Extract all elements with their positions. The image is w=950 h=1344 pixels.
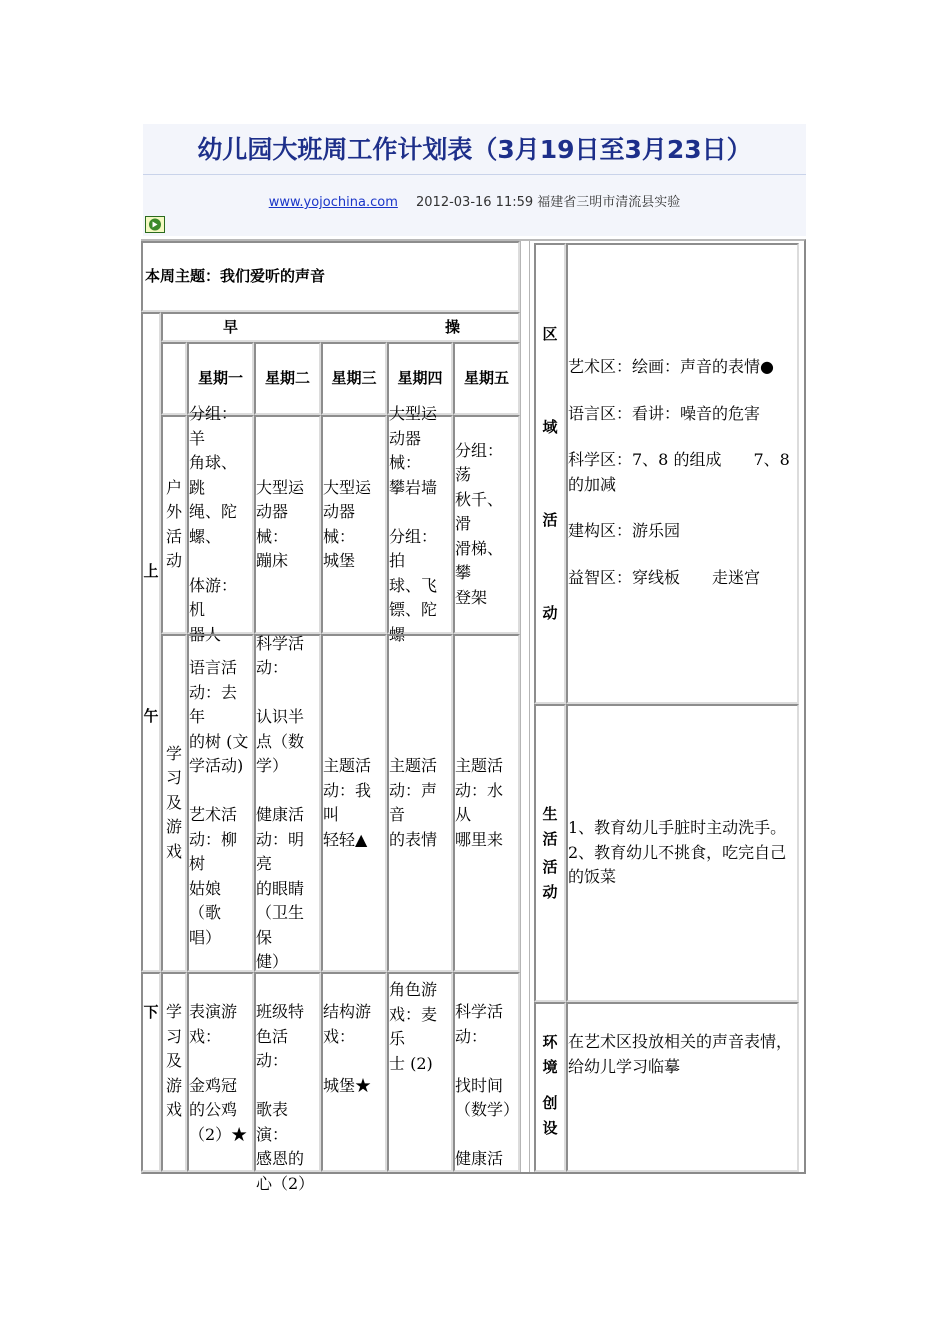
am-label-1: 上: [143, 562, 159, 580]
area-label-4: 动: [542, 603, 558, 622]
line: 轻轻▲: [323, 829, 368, 849]
line: 动器械：: [323, 502, 356, 546]
line: 主题活: [323, 756, 372, 775]
arrow-right-icon[interactable]: [145, 216, 165, 233]
life-item: 1、教育幼儿手脏时主动洗手。: [568, 818, 787, 838]
publish-info: 2012-03-16 11:59 福建省三明市清流县实验: [416, 195, 681, 210]
line: 动：: [256, 658, 289, 677]
pm-learning-label-3: 及: [165, 1051, 182, 1070]
am-learning-label-4: 游: [165, 817, 182, 837]
line: 学活动): [189, 756, 244, 775]
title-divider: [143, 174, 806, 175]
am-learning-tue: [254, 634, 321, 972]
line: 科学活: [256, 633, 305, 653]
pm-learning-fri: [453, 972, 520, 1172]
line: 动器械：: [389, 428, 422, 472]
am-label-2: 午: [143, 706, 159, 725]
weekday-fri: 星期五: [453, 342, 520, 415]
outdoor-label-1: 户: [165, 477, 182, 497]
line: 健康活: [256, 805, 305, 824]
area-activity-label: [534, 243, 566, 704]
outdoor-mon: [187, 404, 254, 644]
source-link[interactable]: www.yojochina.com: [268, 195, 398, 210]
line: 心（2）: [256, 1173, 315, 1193]
environment-label: [534, 1002, 566, 1172]
weekday-mon: 星期一: [187, 342, 254, 415]
outdoor-wed: [321, 415, 387, 634]
line: 表演游: [189, 1002, 238, 1021]
line: 大型运: [256, 477, 305, 497]
line: 滑梯、攀: [455, 538, 504, 583]
line: 镖、陀螺: [389, 600, 438, 644]
line: 的公鸡: [189, 1100, 238, 1119]
area-item: 建构区：游乐园: [568, 521, 681, 540]
line: 大型运: [323, 477, 372, 497]
pm-learning-mon: [187, 972, 254, 1172]
am-learning-label: [161, 634, 187, 972]
line: 攀岩墙: [389, 477, 438, 497]
line: 找时间: [455, 1075, 504, 1095]
outdoor-tue: [254, 415, 321, 634]
line: 唱）: [189, 927, 222, 947]
line: 戏：麦乐: [389, 1004, 438, 1048]
line: 科学活: [455, 1002, 504, 1021]
line: 城堡★: [323, 1075, 372, 1095]
am-learning-label-5: 戏: [165, 841, 182, 861]
line: 蹦床: [256, 551, 289, 570]
pm-learning-tue: [254, 972, 321, 1193]
line: 动：柳树: [189, 829, 238, 873]
line: 点（数: [256, 731, 305, 751]
line: 的表情: [389, 829, 438, 849]
line: （卫生保: [256, 903, 305, 947]
line: 士 (2): [389, 1053, 433, 1073]
life-label-1: 生: [542, 805, 558, 823]
line: 的眼睛: [256, 878, 305, 898]
line: 动：我叫: [323, 780, 372, 824]
line: 螺、: [189, 526, 222, 546]
area-label-1: 区: [542, 324, 558, 343]
pm-learning-label: [161, 972, 187, 1172]
area-item: 科学区：7、8 的组成 7、8 的加减: [568, 450, 790, 494]
line: 戏：: [189, 1026, 222, 1046]
line: 城堡: [323, 551, 356, 570]
line: 动：去年: [189, 682, 238, 726]
life-label-4: 动: [542, 882, 558, 901]
line: 歌表演：: [256, 1100, 289, 1144]
outdoor-label-4: 动: [165, 551, 182, 570]
line: 哪里来: [455, 829, 504, 849]
pm-label: [141, 972, 161, 1172]
outdoor-label-2: 外: [165, 502, 182, 521]
line: 语言活: [189, 658, 238, 677]
area-activity-content: [566, 243, 799, 704]
line: 登架: [455, 587, 488, 607]
morning-exercise-2: 操: [445, 317, 461, 336]
line: 姑娘（歌: [189, 878, 222, 922]
weekday-thu: 星期四: [387, 342, 453, 415]
life-activity-label: [534, 704, 566, 1002]
env-label-2: 境: [542, 1057, 558, 1076]
line: 学）: [256, 756, 289, 775]
column-divider: [520, 241, 530, 1172]
line: 大型运: [389, 404, 438, 423]
pm-learning-label-4: 游: [165, 1075, 182, 1095]
env-label-3: 创: [542, 1094, 558, 1112]
env-label-4: 设: [542, 1118, 558, 1137]
line: 认识半: [256, 707, 305, 726]
pm-learning-label-5: 戏: [165, 1100, 182, 1119]
line: 班级特: [256, 1002, 305, 1021]
area-label-3: 活: [542, 510, 558, 529]
line: 角色游: [389, 980, 438, 999]
line: 绳、陀: [189, 502, 238, 521]
line: 动器械：: [256, 502, 289, 546]
line: 分组：荡: [455, 440, 504, 485]
pm-learning-label-2: 习: [165, 1026, 182, 1046]
morning-exercise-header: [161, 312, 520, 342]
line: 色活动：: [256, 1026, 289, 1070]
line: 秋千、滑: [455, 489, 504, 534]
weekday-corner-cell: [161, 342, 187, 415]
pm-label-1: 下: [143, 1003, 159, 1021]
line: 健康活: [455, 1149, 504, 1168]
line: 健）: [256, 952, 289, 971]
area-item: 语言区：看讲：噪音的危害: [568, 403, 761, 423]
life-activity-content: [566, 704, 799, 1002]
area-label-2: 域: [542, 417, 558, 436]
am-learning-wed: [321, 634, 387, 972]
line: 球、飞: [389, 575, 438, 595]
outdoor-thu: [387, 404, 453, 644]
life-label-2: 活: [542, 829, 558, 848]
area-item: 艺术区：绘画：声音的表情●: [568, 357, 774, 376]
line: 动：声音: [389, 780, 438, 824]
life-item: 2、教育幼儿不挑食，吃完自己的饭菜: [568, 842, 787, 887]
line: 分组：拍: [389, 526, 438, 570]
article-meta: [143, 191, 806, 210]
line: 金鸡冠: [189, 1075, 238, 1095]
line: 艺术活: [189, 805, 238, 824]
pm-learning-label-1: 学: [165, 1002, 182, 1021]
outdoor-label-3: 活: [165, 526, 182, 546]
line: 主题活: [455, 756, 504, 775]
am-learning-label-1: 学: [165, 743, 182, 763]
outdoor-fri: [453, 415, 520, 634]
env-label-1: 环: [542, 1033, 558, 1051]
line: 体游：机: [189, 575, 238, 619]
line: 动：明亮: [256, 829, 305, 873]
line: 动：: [455, 1026, 488, 1046]
line: 器人: [189, 624, 222, 644]
am-label: [141, 312, 161, 972]
line: （2）★: [189, 1124, 248, 1144]
pm-learning-wed: [321, 972, 387, 1172]
env-text: 在艺术区投放相关的声音表情，给幼儿学习临摹: [568, 1032, 793, 1076]
line: （数学）: [455, 1100, 520, 1119]
line: 动：水从: [455, 780, 504, 824]
line: 分组：羊: [189, 404, 238, 448]
am-learning-thu: [387, 634, 453, 972]
environment-content: [566, 1002, 799, 1172]
page-title: 幼儿园大班周工作计划表（3月19日至3月23日）: [197, 135, 752, 164]
weekday-tue: 星期二: [254, 342, 321, 415]
life-label-3: 活: [542, 858, 558, 876]
pm-learning-thu: [387, 972, 453, 1172]
line: 主题活: [389, 756, 438, 775]
am-learning-fri: [453, 634, 520, 972]
line: 角球、跳: [189, 453, 238, 497]
outdoor-label: [161, 415, 187, 634]
area-item: 益智区：穿线板 走迷宫: [568, 567, 761, 587]
am-learning-label-3: 及: [165, 792, 182, 812]
line: 结构游: [323, 1002, 372, 1021]
weekly-theme: 本周主题：我们爱听的声音: [141, 241, 520, 312]
morning-exercise-1: 早: [223, 317, 239, 336]
am-learning-label-2: 习: [165, 768, 182, 788]
line: 感恩的: [256, 1149, 305, 1168]
line: 戏：: [323, 1026, 356, 1046]
am-learning-mon: [187, 634, 254, 972]
line: 的树 (文: [189, 731, 249, 751]
weekday-wed: 星期三: [321, 342, 387, 415]
